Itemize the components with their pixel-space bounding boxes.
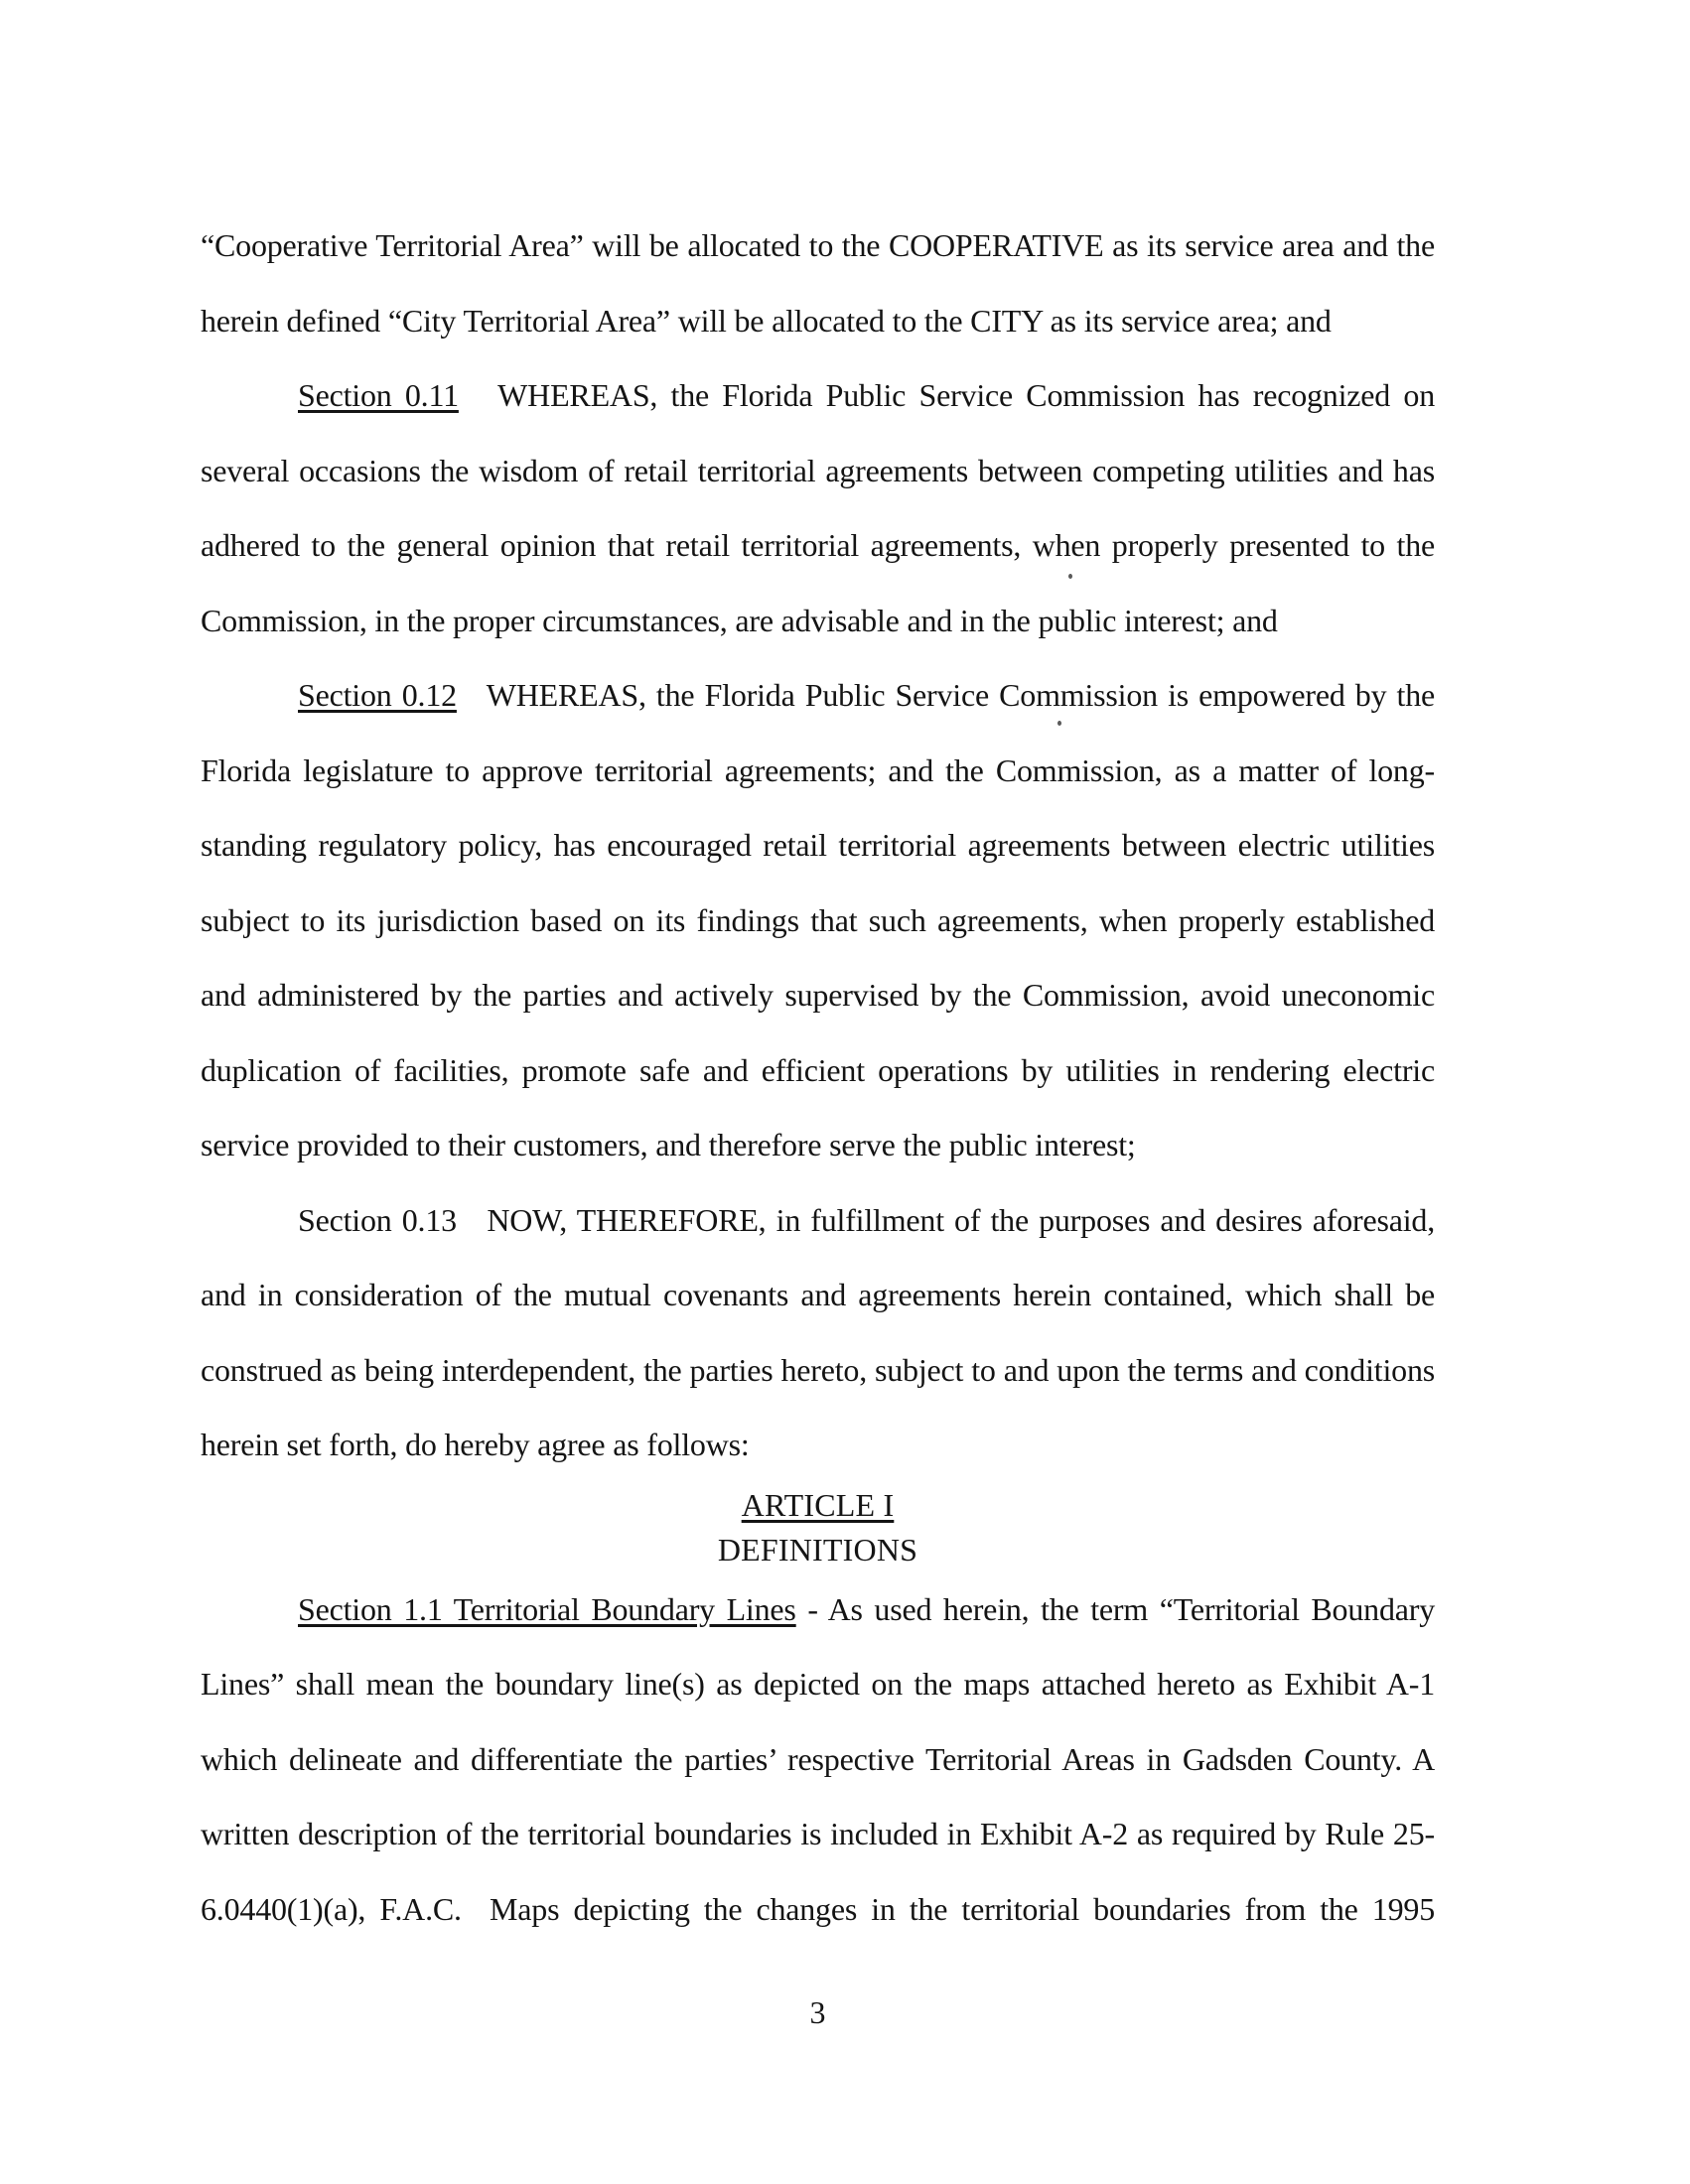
text-line	[201, 1108, 1435, 1183]
text-segment: Commission, in the proper circumstances, are advisable and in the public interest; and	[201, 602, 1278, 638]
text-segment: - As used herein, the term “Territorial Boundary	[795, 1590, 1435, 1627]
text-line	[201, 508, 1435, 584]
underlined-text: Section 0.11	[298, 377, 459, 413]
text-segment: written description of the territorial boundaries is included in Exhibit A-2 as required by Rule 25-	[201, 1816, 1435, 1851]
text-line	[201, 584, 1435, 659]
text-segment: DEFINITIONS	[717, 1531, 918, 1568]
text-line	[201, 1183, 1435, 1259]
text-segment: WHEREAS, the Florida Public Service Commission has recognized on	[458, 377, 1435, 413]
underlined-text: Section 1.1 Territorial Boundary Lines	[298, 1590, 796, 1627]
underlined-text: Section 0.12	[298, 677, 457, 713]
text-line	[201, 658, 1435, 734]
text-segment: and administered by the parties and actively supervised by the Commission, avoid uneconomic	[201, 977, 1435, 1013]
text-segment: duplication of facilities, promote safe and efficient operations by utilities in rendering electric	[201, 1051, 1435, 1088]
text-line	[201, 358, 1435, 434]
text-segment: Section 0.13 NOW, THEREFORE, in fulfillment of the purposes and desires aforesaid,	[298, 1201, 1435, 1238]
text-segment: subject to its jurisdiction based on its findings that such agreements, when properly established	[201, 901, 1435, 938]
text-line	[201, 958, 1435, 1033]
article-heading	[201, 1483, 1435, 1528]
text-segment: herein defined “City Territorial Area” will be allocated to the CITY as its service area; and	[201, 302, 1332, 339]
text-segment: construed as being interdependent, the parties hereto, subject to and upon the terms and conditions	[201, 1351, 1435, 1388]
text-line	[201, 808, 1435, 884]
text-line	[201, 1797, 1435, 1872]
text-line	[201, 284, 1435, 359]
text-segment: adhered to the general opinion that retail territorial agreements, when properly presented to the	[201, 527, 1435, 563]
text-segment: Florida legislature to approve territorial agreements; and the Commission, as a matter of long-	[201, 751, 1435, 788]
text-segment: 6.0440(1)(a), F.A.C. Maps depicting the changes in the territorial boundaries from the 1995	[201, 1890, 1435, 1927]
text-segment: service provided to their customers, and therefore serve the public interest;	[201, 1127, 1136, 1162]
definitions-heading	[201, 1528, 1435, 1572]
text-line	[201, 1647, 1435, 1722]
text-line	[201, 208, 1435, 284]
text-segment: Lines” shall mean the boundary line(s) as depicted on the maps attached hereto as Exhibit A-1	[201, 1666, 1435, 1702]
text-segment: and in consideration of the mutual covenants and agreements herein contained, which shall be	[201, 1277, 1435, 1312]
text-line	[201, 1408, 1435, 1483]
text-line	[201, 1258, 1435, 1333]
text-segment: “Cooperative Territorial Area” will be allocated to the COOPERATIVE as its service area and the	[201, 227, 1435, 263]
text-line	[201, 1033, 1435, 1109]
text-segment: WHEREAS, the Florida Public Service Commission is empowered by the	[456, 677, 1435, 713]
text-segment: several occasions the wisdom of retail territorial agreements between competing utilities and has	[201, 452, 1435, 488]
scan-speck	[1057, 721, 1061, 726]
text-line	[201, 1572, 1435, 1648]
page-number: 3	[809, 1994, 826, 2030]
text-line	[201, 434, 1435, 509]
text-line	[201, 1333, 1435, 1409]
text-segment: herein set forth, do hereby agree as follows:	[201, 1427, 750, 1462]
scan-speck	[1068, 574, 1072, 579]
text-column	[201, 208, 1435, 1947]
text-line	[201, 734, 1435, 809]
text-segment: standing regulatory policy, has encouraged retail territorial agreements between electric utilities	[201, 827, 1435, 863]
text-line	[201, 884, 1435, 959]
underlined-text: ARTICLE I	[741, 1486, 895, 1523]
text-segment: which delineate and differentiate the parties’ respective Territorial Areas in Gadsden County. A	[201, 1740, 1435, 1777]
text-line	[201, 1722, 1435, 1798]
text-line	[201, 1872, 1435, 1948]
